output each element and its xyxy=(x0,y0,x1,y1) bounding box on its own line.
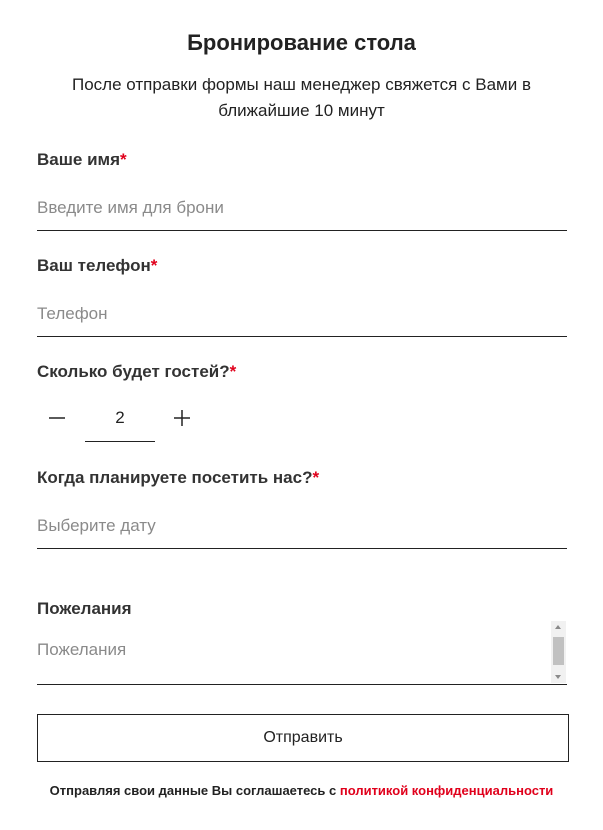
scroll-up-arrow-icon[interactable] xyxy=(555,625,561,629)
scroll-down-arrow-icon[interactable] xyxy=(555,675,561,679)
name-label xyxy=(37,150,127,170)
name-input[interactable] xyxy=(37,194,537,222)
consent-text xyxy=(0,783,603,798)
wishes-textarea[interactable] xyxy=(37,640,537,668)
phone-label-text: Ваш телефон xyxy=(37,256,151,275)
consent-prefix: Отправляя свои данные Вы соглашаетесь с xyxy=(49,783,340,798)
required-mark: * xyxy=(229,362,237,381)
submit-button[interactable]: Отправить xyxy=(37,714,569,762)
wishes-label-text: Пожелания xyxy=(37,599,132,618)
phone-input[interactable] xyxy=(37,300,537,328)
name-label-text: Ваше имя xyxy=(37,150,121,169)
date-label-text: Когда планируете посетить нас? xyxy=(37,468,313,487)
phone-field-wrapper xyxy=(37,298,567,337)
required-mark: * xyxy=(120,150,127,169)
privacy-policy-link[interactable]: политикой конфиденциальности xyxy=(339,783,554,798)
decrement-button[interactable] xyxy=(42,403,72,433)
required-mark: * xyxy=(150,256,158,275)
date-input[interactable] xyxy=(37,512,537,540)
guests-label xyxy=(37,362,236,382)
wishes-field-wrapper xyxy=(37,640,567,685)
guests-stepper xyxy=(37,397,217,443)
page-subtitle: После отправки формы наш менеджер свяжется с Вами в ближайшие 10 минут xyxy=(72,75,531,120)
name-field-wrapper xyxy=(37,192,567,231)
wishes-scrollbar[interactable] xyxy=(551,621,566,683)
increment-button[interactable] xyxy=(167,403,197,433)
guests-value[interactable]: 2 xyxy=(85,397,155,442)
date-label xyxy=(37,468,319,488)
plus-icon xyxy=(173,409,191,427)
guests-label-text: Сколько будет гостей? xyxy=(37,362,230,381)
minus-icon xyxy=(48,409,66,427)
page-title: Бронирование стола xyxy=(187,30,416,55)
wishes-label xyxy=(37,599,132,619)
scroll-thumb[interactable] xyxy=(553,637,564,665)
date-field-wrapper xyxy=(37,510,567,549)
required-mark: * xyxy=(312,468,320,487)
phone-label xyxy=(37,256,157,276)
